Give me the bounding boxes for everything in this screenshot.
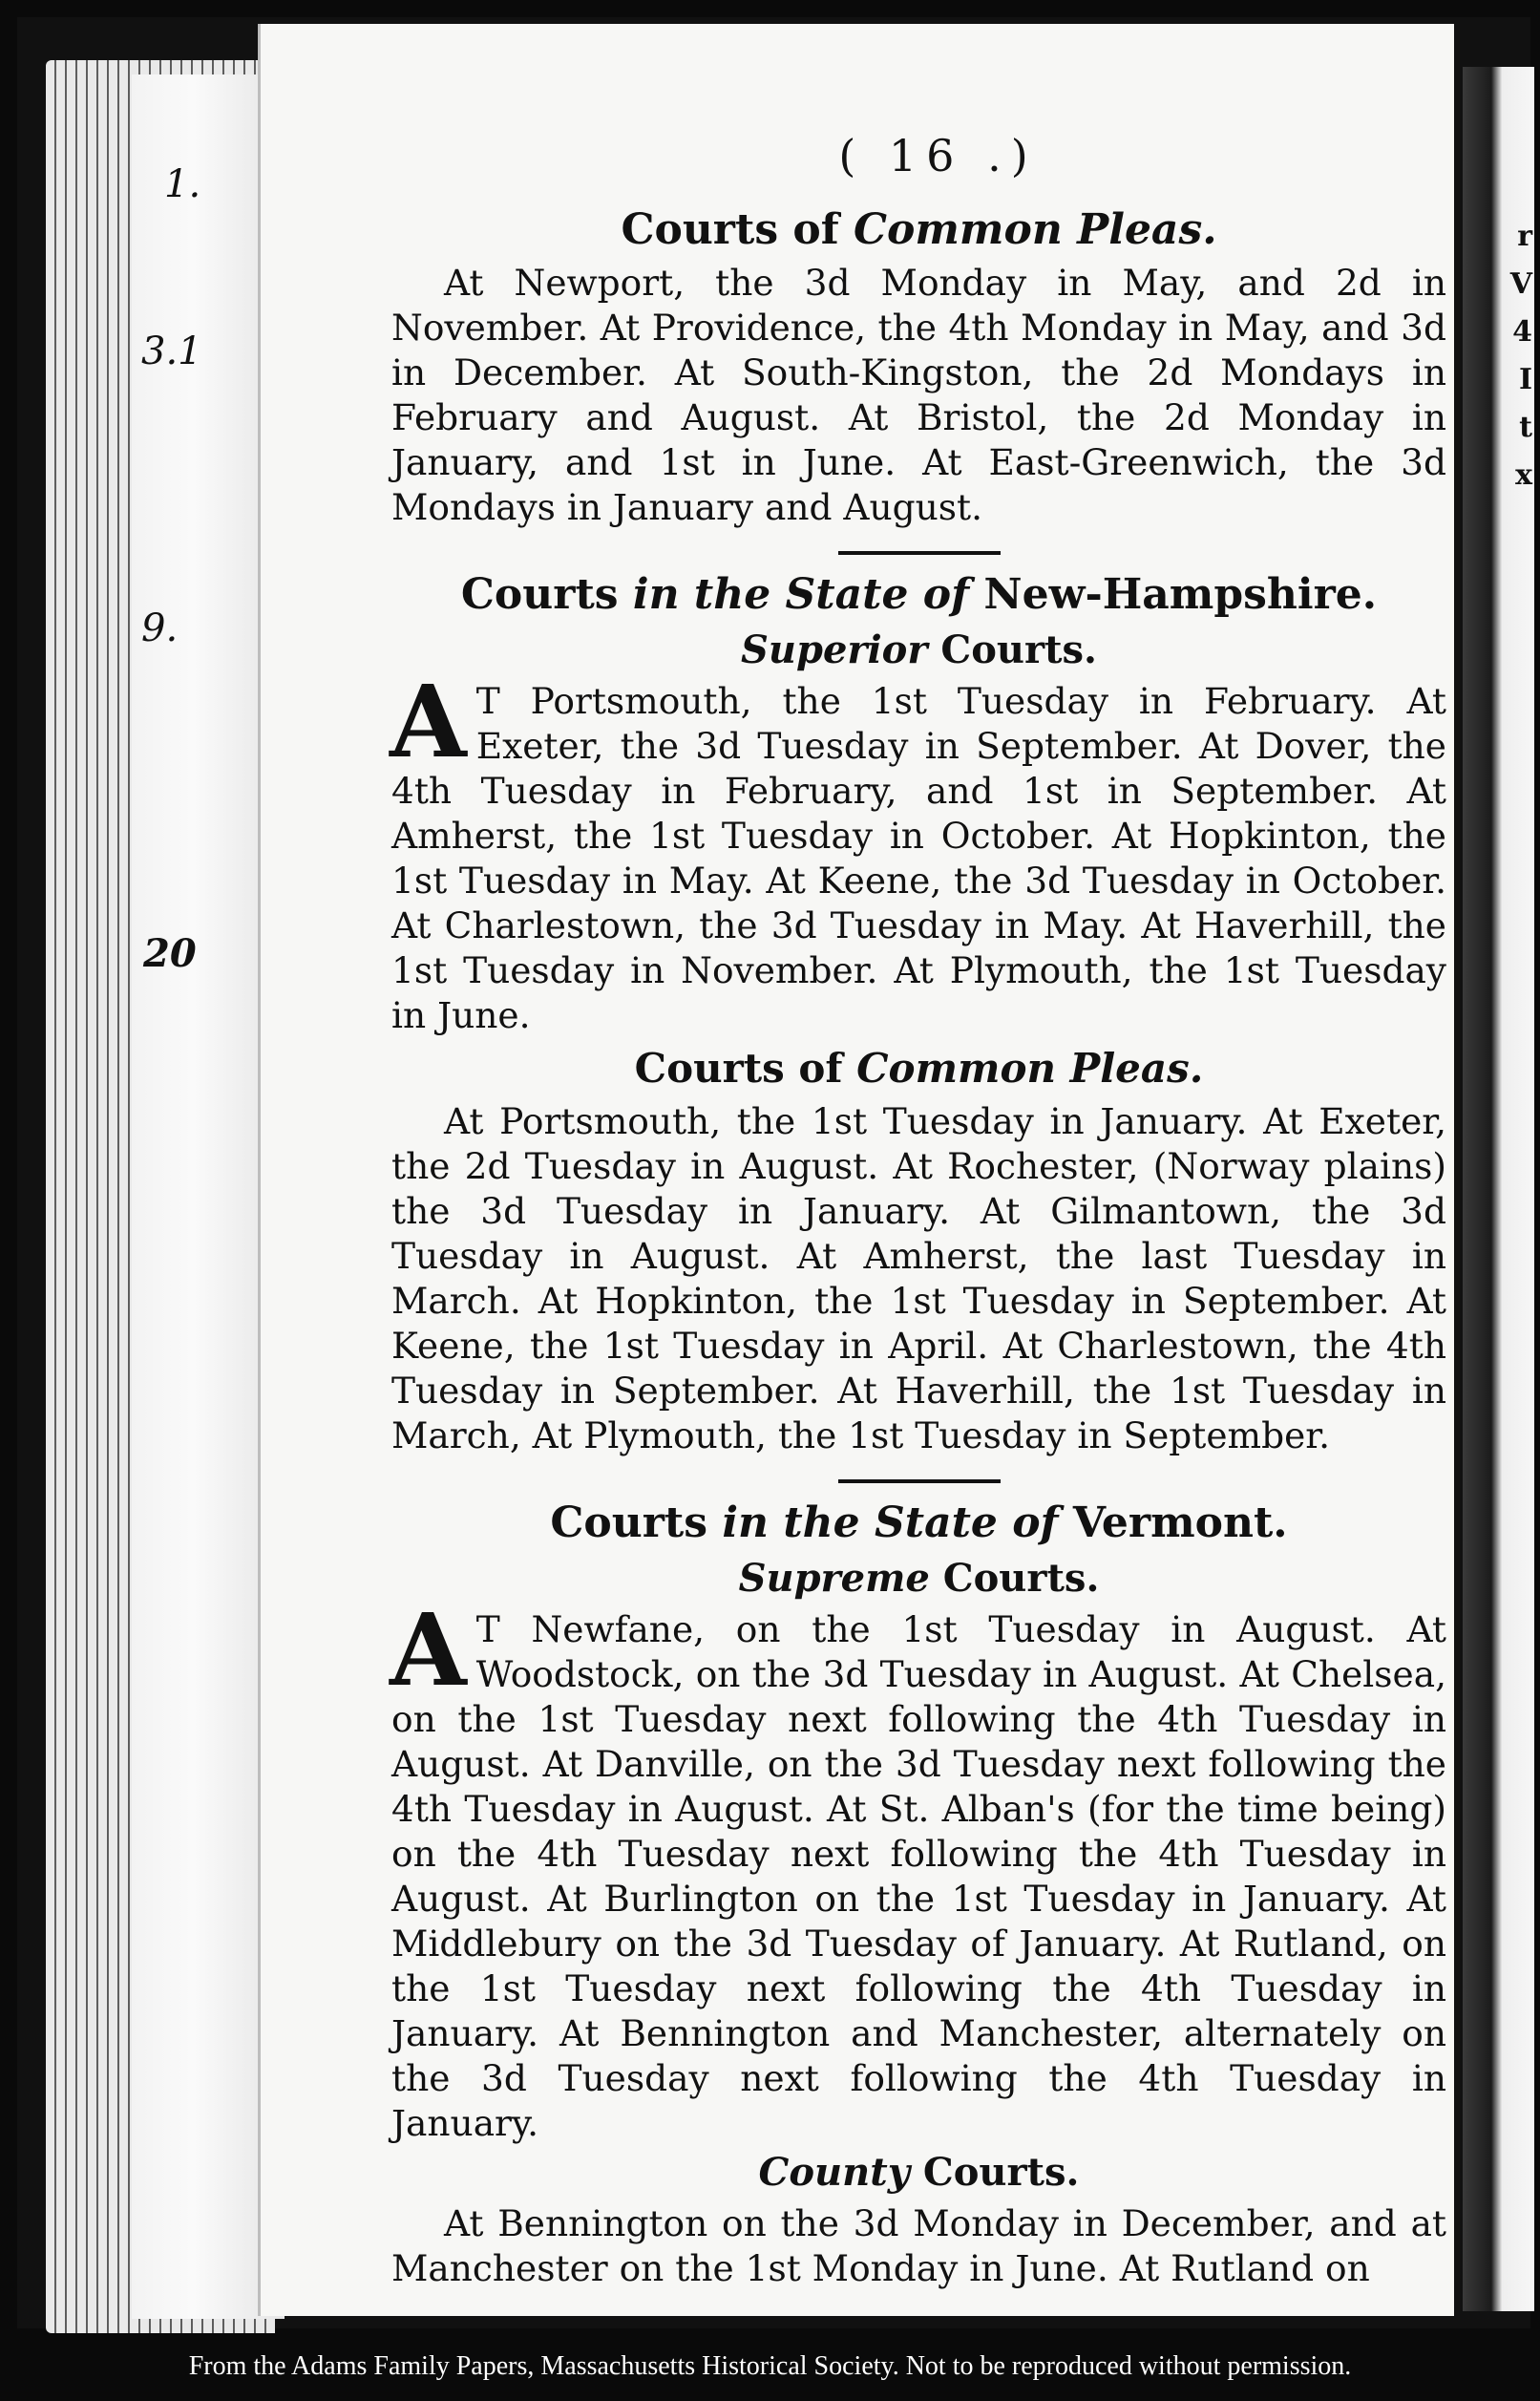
heading-common-pleas <box>391 205 1446 255</box>
facing-page-edge <box>1463 67 1534 2311</box>
section-rule <box>838 551 1001 555</box>
paragraph-vt-supreme <box>390 1591 1446 2146</box>
edge-glyph: x <box>1515 458 1532 492</box>
heading-part: Courts of <box>634 1045 857 1092</box>
subheading-county-courts <box>391 2148 1446 2198</box>
heading-part: Courts of <box>621 205 854 254</box>
heading-part: Courts <box>550 1498 723 1547</box>
drop-cap: A <box>390 1591 467 1709</box>
heading-part: Courts <box>460 570 633 619</box>
paragraph-text: T Newfane, on the 1st Tuesday in August. At Woodstock, on the 3d Tuesday in August. At Chelsea, on the 1st Tuesday next following the 4th Tuesday in August. At Danville, on the 3d Tuesday next following the 4th Tuesday in August. At St. Alban's (for the time being) on the 4th Tuesday next following the 4th Tuesday in August. At Burlington on the 1st Tuesday in January. At Middlebury on the 3d Tuesday of January. At Rutland, on the 1st Tuesday next following the 4th Tuesday in January. At Bennington and Manchester, alternately on the 3d Tuesday next following the 4th Tuesday in January. <box>391 1608 1446 2144</box>
paragraph-rhode-island-common-pleas: At Newport, the 3d Monday in May, and 2d in November. At Providence, the 4th Monday in May, and 3d in December. At South-Kingston, the 2d Mondays in February and August. At Bristol, the 2d Monday in January, and 1st in June. At East-Greenwich, the 3d Mondays in January and August. <box>391 262 1446 528</box>
edge-glyph: I <box>1518 363 1532 396</box>
heading-part: Vermont. <box>1072 1498 1288 1547</box>
subheading-part: Courts. <box>909 2150 1080 2195</box>
heading-part-italic: Common Pleas. <box>856 1045 1204 1092</box>
heading-part-italic: in the State of <box>722 1498 1073 1547</box>
margin-note: 1. <box>164 162 201 206</box>
paragraph-nh-common-pleas: At Portsmouth, the 1st Tuesday in January. At Exeter, the 2d Tuesday in August. At Rochester, (Norway plains) the 3d Tuesday in January. At Gilmantown, the 3d Tuesday in August. At Amherst, the last Tuesday in March. At Hopkinton, the 1st Tuesday in September. At Keene, the 1st Tuesday in April. At Charlestown, the 4th Tuesday in September. At Haverhill, the 1st Tuesday in March, At Plymouth, the 1st Tuesday in September. <box>391 1100 1446 1456</box>
paragraph-vt-county: At Bennington on the 3d Monday in December, and at Manchester on the 1st Monday in June. At Rutland on <box>391 2202 1446 2289</box>
subheading-supreme-courts <box>391 1554 1446 1604</box>
subheading-italic: County <box>758 2150 910 2195</box>
heading-part-italic: in the State of <box>632 570 984 619</box>
drop-cap: A <box>390 663 467 780</box>
subheading-part: Courts. <box>927 627 1097 672</box>
heading-new-hampshire <box>391 570 1446 620</box>
heading-part-italic: Common Pleas. <box>854 205 1217 254</box>
paragraph-text: T Portsmouth, the 1st Tuesday in February. At Exeter, the 3d Tuesday in September. At Dover, the 4th Tuesday in February, and 1st in September. At Amherst, the 1st Tuesday in October. At Hopkinton, the 1st Tuesday in May. At Keene, the 3d Tuesday in October. At Charlestown, the 3d Tuesday in May. At Haverhill, the 1st Tuesday in November. At Plymouth, the 1st Tuesday in June. <box>391 680 1446 1036</box>
margin-note: 9. <box>141 606 179 650</box>
heading-nh-common-pleas <box>391 1044 1446 1094</box>
subheading-italic: Superior <box>741 627 928 672</box>
subheading-superior-courts <box>391 626 1446 675</box>
edge-glyph: r <box>1517 220 1532 253</box>
edge-glyph: 4 <box>1512 315 1532 349</box>
page-number: ( 16 .) <box>838 130 1038 181</box>
subheading-italic: Supreme <box>738 1556 930 1601</box>
margin-note: 3.1 <box>141 329 202 373</box>
section-rule <box>838 1479 1001 1483</box>
margin-note: 20 <box>143 931 197 976</box>
paragraph-nh-superior <box>390 663 1446 1038</box>
subheading-part: Courts. <box>929 1556 1100 1601</box>
edge-glyph: t <box>1519 411 1532 444</box>
heading-vermont <box>391 1498 1446 1548</box>
edge-glyph: V <box>1509 267 1532 301</box>
copyright-footer: From the Adams Family Papers, Massachusetts Historical Society. Not to be reproduced without permission. <box>188 2351 1352 2381</box>
page-text <box>390 130 1446 2291</box>
heading-part: New-Hampshire. <box>983 570 1378 619</box>
